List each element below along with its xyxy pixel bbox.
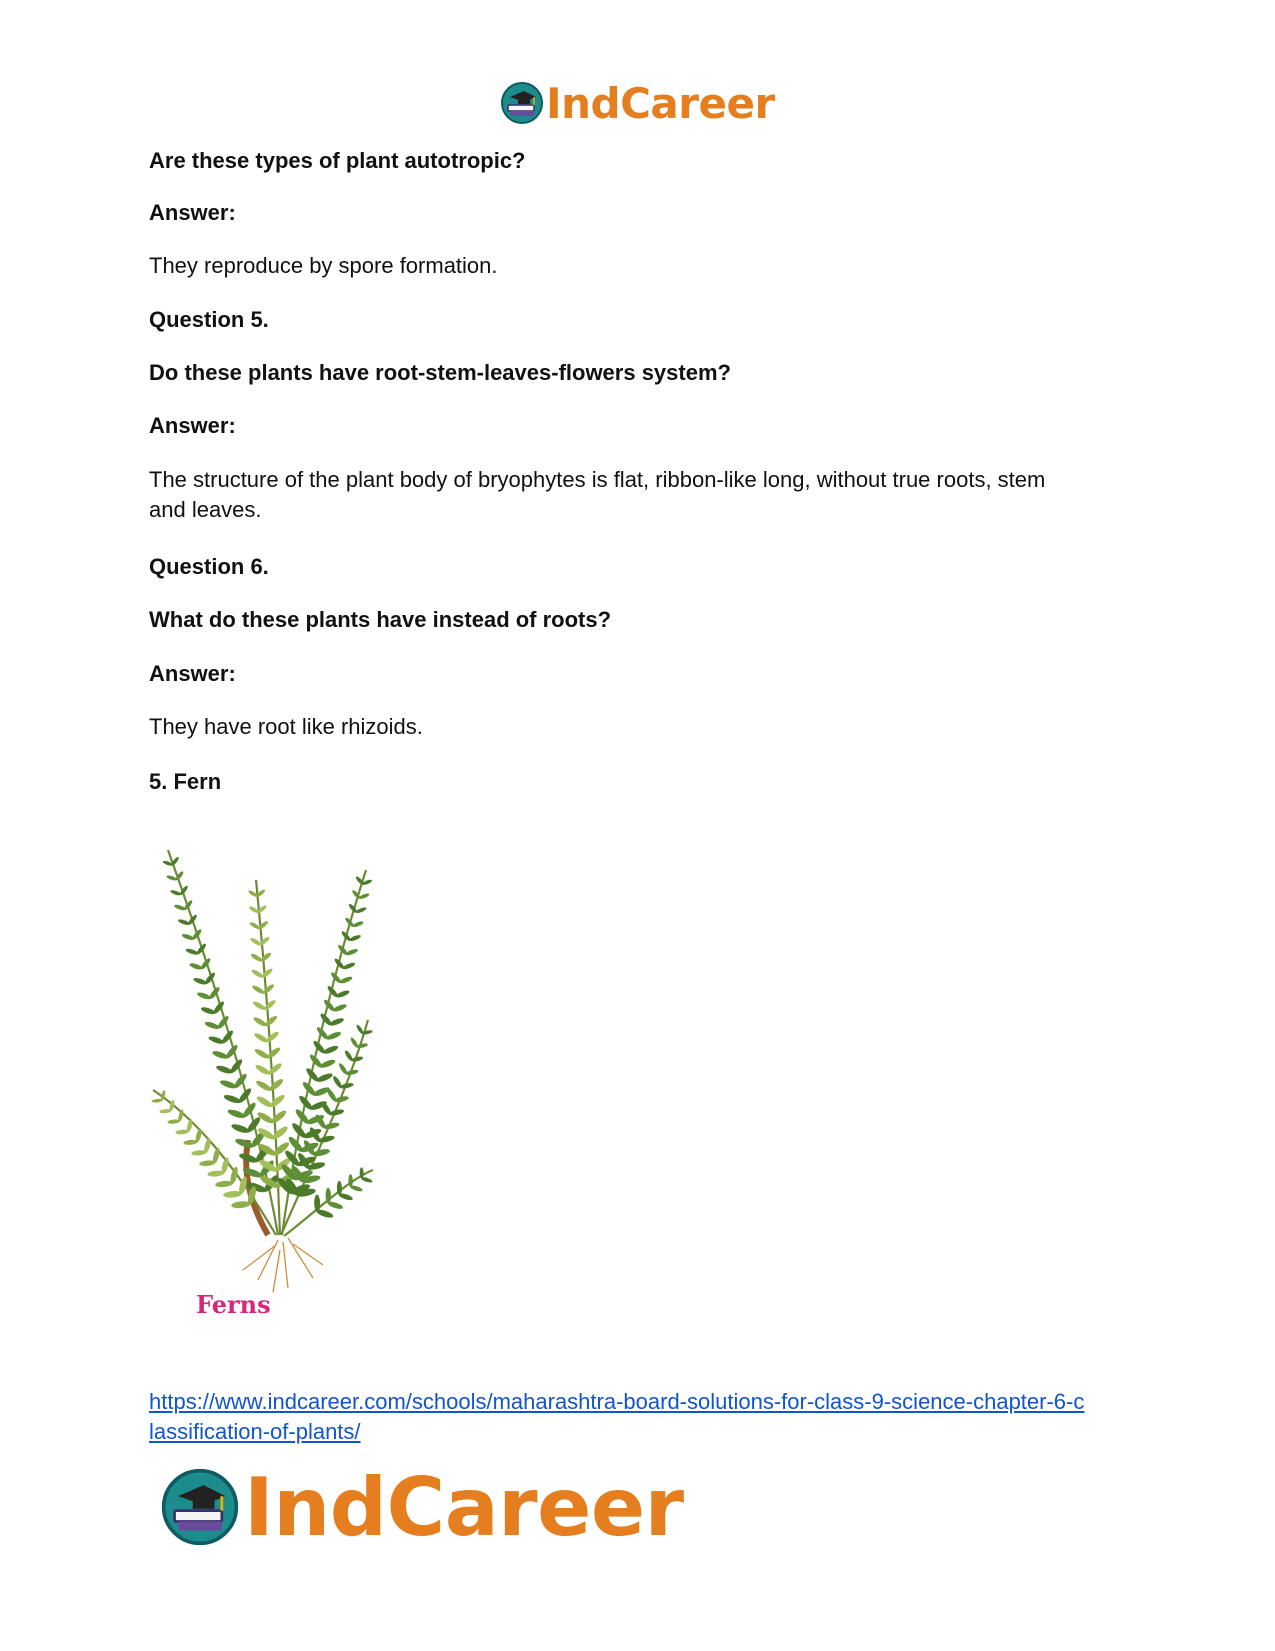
fern-leaflet xyxy=(332,1003,347,1013)
answer-label: Answer: xyxy=(149,661,236,686)
fern-leaflet xyxy=(174,904,186,912)
fern-leaflet xyxy=(339,975,353,984)
fern-leaflet xyxy=(204,1020,220,1030)
fern-leaflet xyxy=(271,1125,290,1142)
fern-leaflet xyxy=(227,1108,246,1120)
graduation-book-icon xyxy=(500,81,544,125)
header-logo xyxy=(500,78,775,128)
fern-leaflet xyxy=(212,1050,229,1061)
answer-text: They have root like rhizoids. xyxy=(149,714,423,739)
fern-leaflet xyxy=(266,1046,282,1060)
logo-text: IndCareer xyxy=(546,78,775,128)
fern-leaflet xyxy=(183,1139,198,1145)
answer-text-line: The structure of the plant body of bryophytes is flat, ribbon-like long, without true roots, stem xyxy=(149,467,1046,492)
fern-leaflet xyxy=(200,1006,216,1016)
fern-leaflet xyxy=(177,918,190,926)
fern-leaflet xyxy=(255,1079,273,1093)
fern-leaflet xyxy=(268,1077,285,1092)
fern-leaflet xyxy=(196,991,211,1001)
fern-leaflet xyxy=(254,1047,270,1060)
fern-leaflet xyxy=(223,1093,242,1104)
fern-leaflet xyxy=(325,1030,341,1041)
fern-leaflet xyxy=(191,928,202,941)
figure-caption: Ferns xyxy=(196,1290,271,1319)
fern-leaflet xyxy=(170,889,182,896)
fern-leaflet xyxy=(261,967,274,979)
fern-leaflet xyxy=(249,937,262,947)
fern-leaflet xyxy=(185,947,199,955)
fern-leaflet xyxy=(219,1079,237,1090)
fern-leaflet xyxy=(262,983,276,995)
fern-leaflet xyxy=(175,1129,189,1135)
answer-text: They reproduce by spore formation. xyxy=(149,253,498,278)
fern-leaflet xyxy=(319,1058,336,1069)
question-number: Question 6. xyxy=(149,554,269,579)
fern-leaflet xyxy=(269,1093,286,1109)
footer-logo xyxy=(160,1462,684,1552)
fern-leaflet xyxy=(264,1014,279,1027)
fern-leaflet xyxy=(322,1044,339,1055)
fern-leaflet xyxy=(215,1064,233,1075)
fern-leaflet xyxy=(263,999,277,1012)
fern-leaflet xyxy=(355,906,367,914)
source-link-line[interactable]: https://www.indcareer.com/schools/maharashtra-board-solutions-for-class-9-science-chapter-6-c xyxy=(149,1389,1085,1414)
fern-leaflet xyxy=(270,1109,288,1125)
fern-leaflet xyxy=(253,1032,269,1044)
fern-leaflet xyxy=(352,920,364,928)
fern-leaflet xyxy=(251,984,265,995)
fern-leaflet xyxy=(231,1201,251,1209)
fern-leaflet xyxy=(265,1030,280,1044)
fern-leaflet xyxy=(254,1063,271,1076)
fern-leaflet xyxy=(260,951,273,962)
source-link-line[interactable]: lassification-of-plants/ xyxy=(149,1419,361,1444)
answer-text-line: and leaves. xyxy=(149,497,262,522)
fern-leaflet xyxy=(318,1135,336,1144)
question-autotropic: Are these types of plant autotropic? xyxy=(149,148,526,173)
fern-leaflet xyxy=(167,1119,180,1124)
logo-text: IndCareer xyxy=(244,1460,684,1554)
fern-leaflet xyxy=(189,962,203,971)
fern-leaflet xyxy=(193,977,208,986)
fern-leaflet xyxy=(252,1000,267,1012)
question-number: Question 5. xyxy=(149,307,269,332)
fern-leaflet xyxy=(252,1016,267,1028)
fern-leaflet xyxy=(358,892,370,900)
fern-illustration xyxy=(148,840,408,1320)
fern-leaflet xyxy=(329,1017,345,1027)
fern-leaflet xyxy=(151,1099,162,1104)
fern-leaflet xyxy=(348,934,361,943)
graduation-book-icon xyxy=(160,1467,240,1547)
fern-leaflet xyxy=(255,1095,273,1109)
fern-leaflet xyxy=(230,1123,250,1135)
answer-label: Answer: xyxy=(149,200,236,225)
fern-leaflet xyxy=(348,1174,353,1187)
fern-leaflet xyxy=(251,968,265,979)
fern-leaflet xyxy=(181,933,195,941)
answer-label: Answer: xyxy=(149,413,236,438)
question-text: Do these plants have root-stem-leaves-flowers system? xyxy=(149,360,731,385)
fern-leaflet xyxy=(342,961,356,970)
section-heading: 5. Fern xyxy=(149,769,222,794)
source-link[interactable] xyxy=(149,1387,1149,1447)
question-text: What do these plants have instead of roots? xyxy=(149,607,612,632)
fern-leaflet xyxy=(356,1042,368,1049)
fern-leaflet xyxy=(316,1072,334,1084)
fern-leaflet xyxy=(345,948,359,957)
fern-leaflet xyxy=(208,1035,225,1045)
fern-leaflet xyxy=(335,989,350,999)
fern-leaflet xyxy=(267,1062,283,1077)
